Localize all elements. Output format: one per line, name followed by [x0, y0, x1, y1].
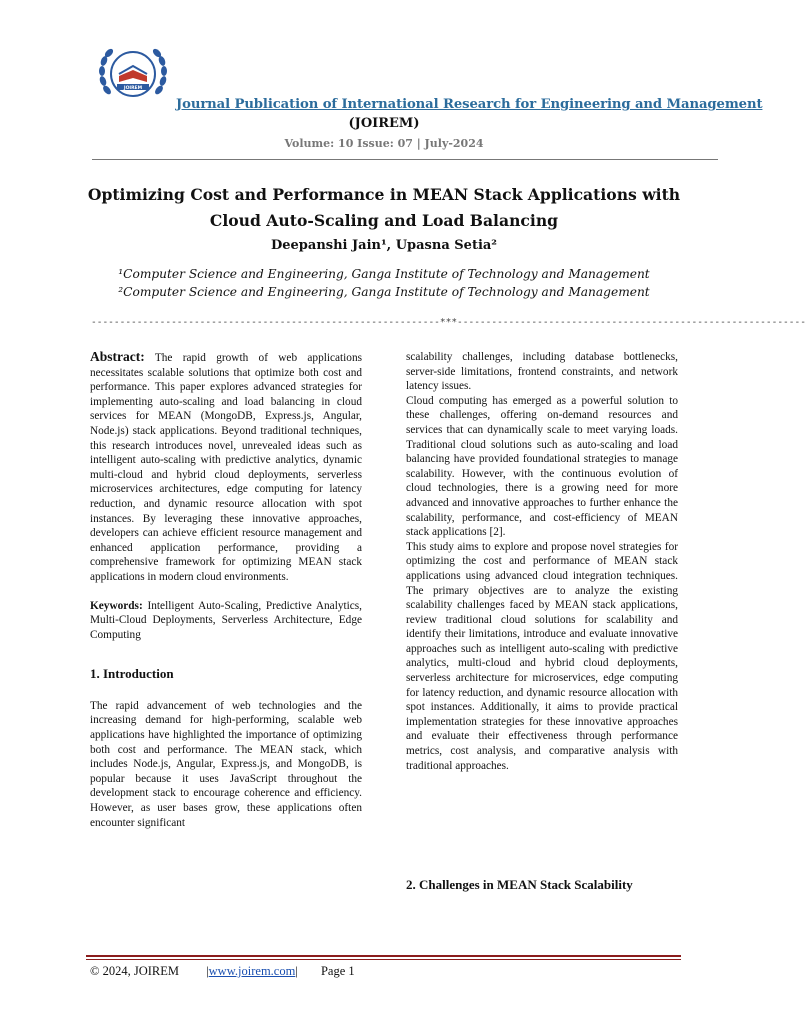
footer-page-number: Page 1 — [320, 964, 355, 978]
footer-sep-close: | — [295, 964, 298, 978]
introduction-heading: 1. Introduction — [90, 666, 174, 682]
affiliation-1: ¹Computer Science and Engineering, Ganga Institute of Technology and Management — [118, 267, 650, 281]
abstract — [90, 350, 362, 585]
keywords — [90, 599, 362, 643]
right-paragraph-2: Cloud computing has emerged as a powerful solution to these challenges, offering on-demand resources and services that can dynamically scale to meet varying loads. Traditional cloud solutions such as auto-scaling and load balancing have provided foundational strategies to manage scalability. However, with the continuous evolution of cloud technologies, there is a growing need for more advanced and innovative approaches to further enhance the scalability, performance, and cost-efficiency of MEAN stack applications [2]. — [406, 394, 678, 539]
footer-sep-open: | — [206, 964, 209, 978]
keywords-label: Keywords: — [90, 599, 143, 612]
paper-title — [80, 182, 688, 234]
volume-issue: Volume: 10 Issue: 07 | July-2024 — [284, 137, 484, 150]
footer-rule-thick — [86, 955, 681, 957]
right-column — [406, 350, 678, 773]
footer — [90, 964, 355, 979]
keywords-text: Intelligent Auto-Scaling, Predictive Analytics, Multi-Cloud Deployments, Serverless Architecture, Edge Computing — [90, 599, 362, 641]
introduction-text: The rapid advancement of web technologies and the increasing demand for high-performing, scalable web applications have highlighted the importance of optimizing both cost and performance. The MEAN stack, which includes Node.js, Angular, Express.js, and MongoDB, is popular because it uses JavaScript throughout the development stack to encourage coherence and efficiency. However, as user bases grow, these applications often encounter significant — [90, 699, 362, 829]
section-separator: -------------------------------------------------------------***------------------------------------------------------------- — [91, 317, 806, 328]
journal-logo — [97, 46, 169, 106]
footer-copyright: © 2024, JOIREM — [90, 964, 180, 978]
footer-url-link[interactable]: www.joirem.com — [208, 964, 296, 978]
header-rule — [92, 159, 718, 160]
journal-name-link[interactable]: Journal Publication of International Research for Engineering and Management — [176, 97, 763, 112]
logo-text: JOIREM — [123, 86, 143, 91]
authors: Deepanshi Jain¹, Upasna Setia² — [270, 238, 497, 253]
footer-rule-thin — [86, 959, 681, 960]
challenges-heading: 2. Challenges in MEAN Stack Scalability — [406, 877, 633, 892]
affiliation-2: ²Computer Science and Engineering, Ganga Institute of Technology and Management — [118, 285, 650, 299]
title-line-2: Cloud Auto-Scaling and Load Balancing — [209, 211, 559, 230]
right-paragraph-1: scalability challenges, including database bottlenecks, server-side limitations, frontend constraints, and network latency issues. — [406, 351, 678, 393]
journal-abbreviation: (JOIREM) — [348, 116, 420, 131]
left-column — [90, 350, 362, 830]
abstract-text: The rapid growth of web applications necessitates scalable solutions that optimize both cost and performance. This paper explores advanced strategies for implementing auto-scaling and load balancing in cloud services for MEAN (MongoDB, Express.js, Angular, Node.js) stack applications. Beyond traditional techniques, this research introduces novel, unrevealed ideas such as intelligent auto-scaling with predictive analytics, dynamic multi-cloud and hybrid cloud deployments, serverless microservices architectures, edge computing for latency reduction, and dynamic resource allocation with spot instances. By leveraging these innovative approaches, developers can achieve efficient resource management and enhanced application performance, providing a comprehensive framework for optimizing MEAN stack applications in modern cloud environments. — [90, 352, 362, 583]
right-paragraph-3: This study aims to explore and propose novel strategies for optimizing the cost and performance of MEAN stack applications using advanced cloud integration techniques. The primary objectives are to analyze the existing scalability challenges faced by MEAN stack applications, review traditional cloud solutions for scalability and identify their limitations, introduce and evaluate innovative approaches such as intelligent auto-scaling with predictive analytics, multi-cloud and hybrid cloud deployments, serverless architecture for microservices, edge computing for latency reduction, and dynamic resource allocation with spot instances. Additionally, it aims to provide practical implementation strategies for these innovative approaches and evaluate their effectiveness through performance metrics, cost analysis, and comparative analysis with traditional approaches. — [406, 540, 678, 772]
abstract-label: Abstract: — [90, 349, 145, 364]
title-line-1: Optimizing Cost and Performance in MEAN Stack Applications with — [87, 185, 681, 204]
